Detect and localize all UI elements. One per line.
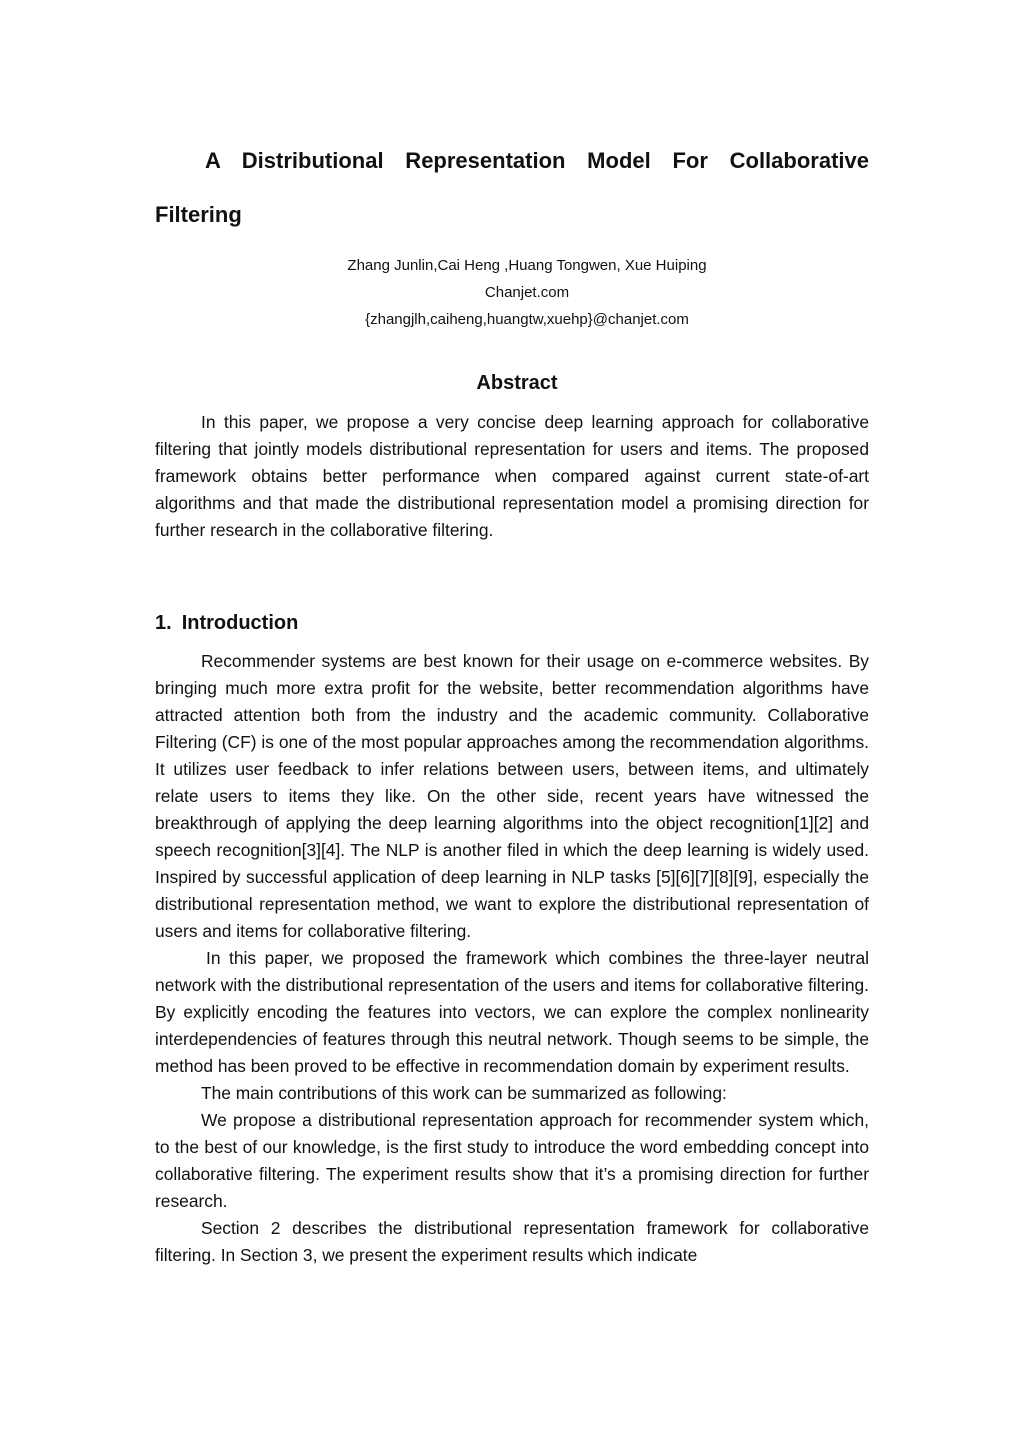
author-email: {zhangjlh,caiheng,huangtw,xuehp}@chanjet.com — [365, 311, 689, 328]
paper-content — [155, 134, 869, 1269]
section-heading-introduction — [155, 608, 869, 638]
intro-paragraph-5: Section 2 describes the distributional representation framework for collaborative filtering. In Section 3, we present the experiment results which indicate — [155, 1218, 869, 1265]
intro-paragraph-3: The main contributions of this work can be summarized as following: — [201, 1083, 727, 1103]
intro-paragraph-1: Recommender systems are best known for their usage on e-commerce websites. By bringing much more extra profit for the website, better recommendation algorithms have attracted attention both from the industry and the academic community. Collaborative Filtering (CF) is one of the most popular approaches among the recommendation algorithms. It utilizes user feedback to infer relations between users, between items, and ultimately relate users to items they like. On the other side, recent years have witnessed the breakthrough of applying the deep learning algorithms into the object recognition[1][2] and speech recognition[3][4]. The NLP is another filed in which the deep learning is widely used. Inspired by successful application of deep learning in NLP tasks [5][6][7][8][9], especially the distributional representation method, we want to explore the distributional representation of users and items for collaborative filtering. — [155, 651, 869, 941]
author-block — [155, 252, 869, 333]
abstract-text: In this paper, we propose a very concise deep learning approach for collaborative filtering that jointly models distributional representation for users and items. The proposed framework obtains better performance when compared against current state-of-art algorithms and that made the distributional representation model a promising direction for further research in the collaborative filtering. — [155, 412, 869, 540]
intro-paragraph-2: In this paper, we proposed the framework which combines the three-layer neutral network with the distributional representation of the users and items for collaborative filtering. By explicitly encoding the features into vectors, we can explore the complex nonlinearity interdependencies of features through this neutral network. Though seems to be simple, the method has been proved to be effective in recommendation domain by experiment results. — [155, 948, 869, 1076]
abstract-heading: Abstract — [476, 372, 558, 394]
section-number: 1. — [155, 612, 172, 634]
intro-paragraph-4: We propose a distributional representation approach for recommender system which, to the best of our knowledge, is the first study to introduce the word embedding concept into collaborative filtering. The experiment results show that it’s a promising direction for further research. — [155, 1110, 869, 1211]
paper-title-line2: Filtering — [155, 202, 242, 227]
author-affiliation: Chanjet.com — [484, 284, 570, 301]
paper-title — [155, 134, 869, 242]
author-names: Zhang Junlin,Cai Heng ,Huang Tongwen, Xue Huiping — [347, 257, 707, 274]
section-title: Introduction — [181, 612, 299, 634]
paper-title-line1: A Distributional Representation Model For Collaborative — [205, 148, 869, 173]
